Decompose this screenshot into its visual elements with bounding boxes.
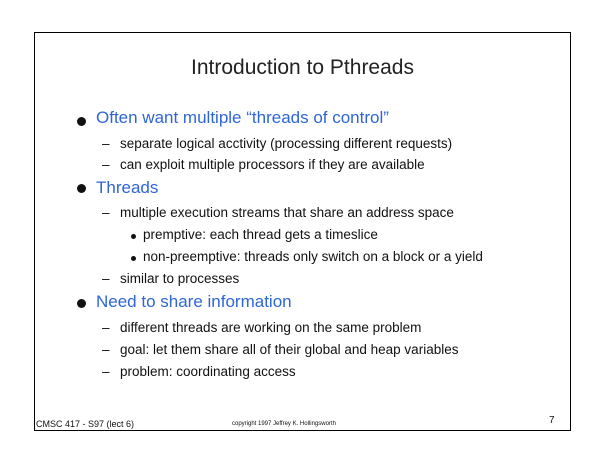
dash-marker: – xyxy=(102,205,110,220)
sub-bullet-2-1: multiple execution streams that share an address space xyxy=(120,205,454,220)
bullet-2: Threads xyxy=(96,178,159,197)
sub-bullet-3-1: different threads are working on the same problem xyxy=(120,320,422,335)
sub-sub-bullet-2-1-2: non-preemptive: threads only switch on a block or a yield xyxy=(143,249,483,264)
sub-bullet-1-2: can exploit multiple processors if they are available xyxy=(120,157,425,172)
sub-bullet-2-2: similar to processes xyxy=(120,271,240,286)
bullet-3: Need to share information xyxy=(96,292,292,311)
bullet-1: Often want multiple “threads of control” xyxy=(96,108,389,127)
sub-sub-bullet-dot xyxy=(131,234,136,239)
footer-course: CMSC 417 - S97 (lect 6) xyxy=(36,419,135,429)
sub-sub-bullet-dot xyxy=(131,256,136,261)
sub-bullet-3-3: problem: coordinating access xyxy=(120,364,296,379)
bullet-dot xyxy=(77,299,86,308)
bullet-dot xyxy=(77,184,86,193)
footer-copyright: copyright 1997 Jeffrey K. Hollingsworth xyxy=(232,421,336,427)
dash-marker: – xyxy=(102,364,110,379)
sub-sub-bullet-2-1-1: premptive: each thread gets a timeslice xyxy=(143,227,378,242)
dash-marker: – xyxy=(102,320,110,335)
dash-marker: – xyxy=(102,136,110,151)
slide-title: Introduction to Pthreads xyxy=(191,56,414,79)
sub-bullet-1-1: separate logical acctivity (processing different requests) xyxy=(120,136,453,151)
dash-marker: – xyxy=(102,271,110,286)
dash-marker: – xyxy=(102,342,110,357)
bullet-dot xyxy=(77,117,86,126)
sub-bullet-3-2: goal: let them share all of their global and heap variables xyxy=(120,342,459,357)
page-number: 7 xyxy=(549,415,555,426)
dash-marker: – xyxy=(102,157,110,172)
